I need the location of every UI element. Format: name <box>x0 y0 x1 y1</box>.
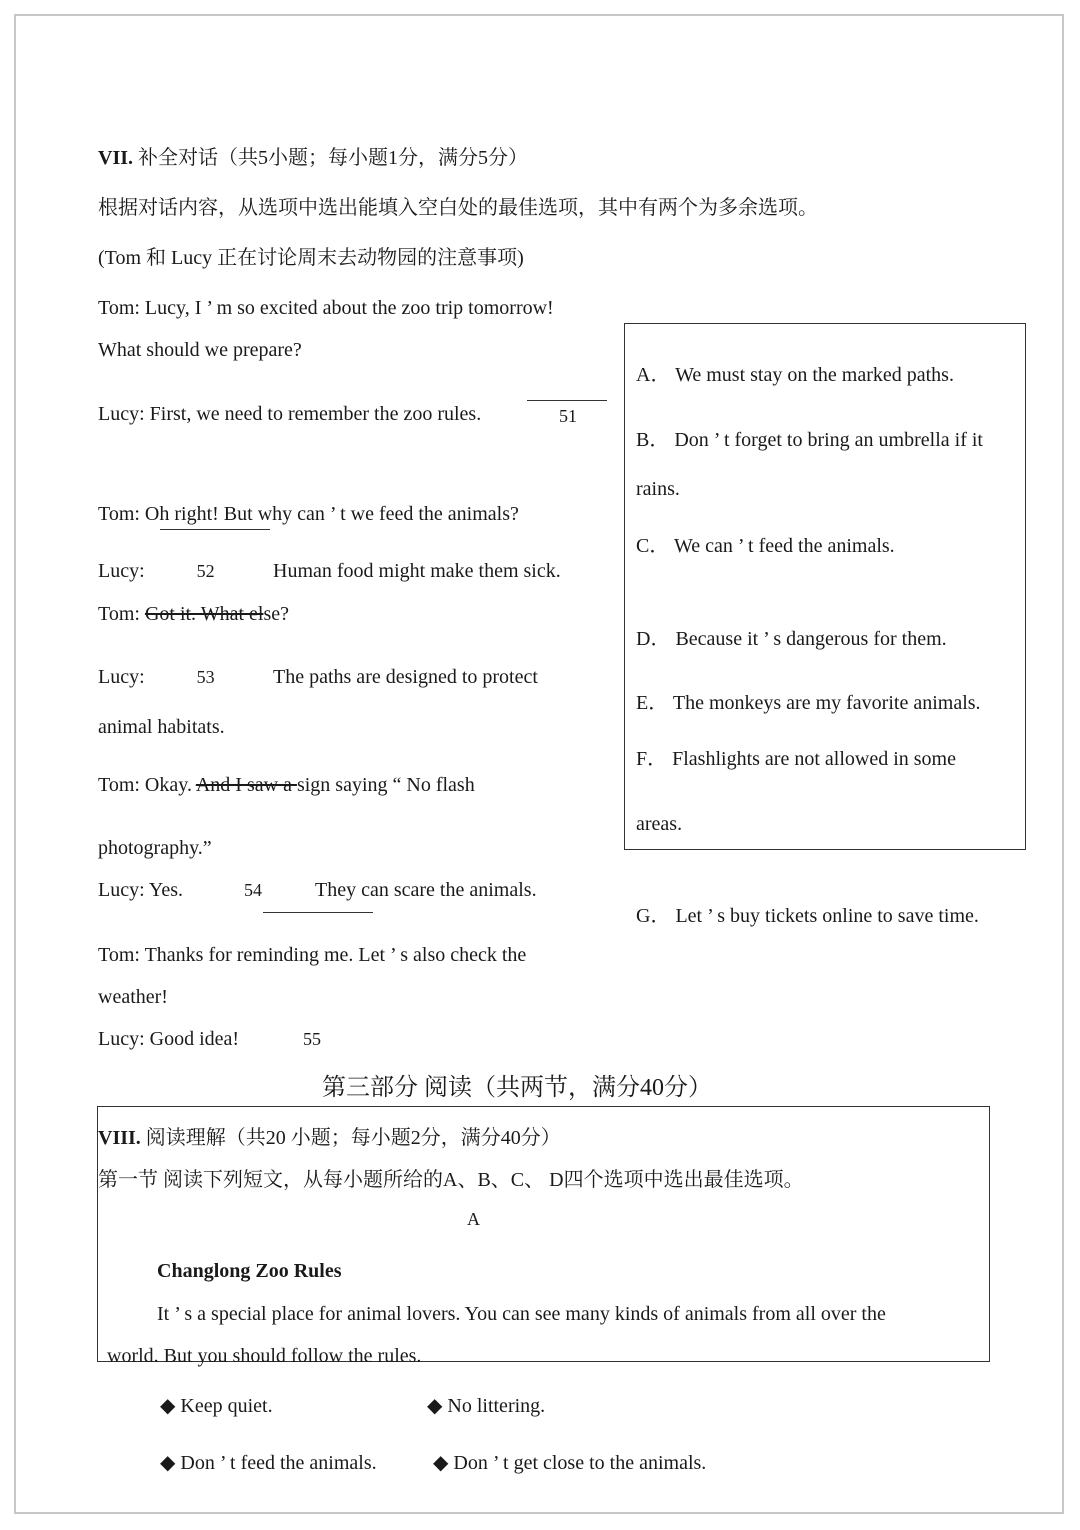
rule-item <box>160 1451 377 1475</box>
blank-55: 55 <box>303 1029 321 1049</box>
dialogue-line: Tom: Oh right! But why can ’ t we feed the animals? <box>98 503 519 525</box>
rule-text: Don ’ t feed the animals. <box>180 1452 377 1474</box>
line-text: Lucy: Good idea! <box>98 1028 240 1050</box>
rule-item <box>433 1451 706 1475</box>
speaker: Lucy: <box>98 560 145 582</box>
line-text: Human food might make them sick. <box>273 560 561 582</box>
diamond-bullet-icon: ◆ <box>433 1452 449 1474</box>
blank-line <box>160 529 270 530</box>
part3-title: 第三部分 阅读（共两节，满分40分） <box>322 1075 712 1101</box>
blank-line <box>527 400 607 401</box>
section-number: VIII. <box>98 1127 141 1149</box>
dialogue-line: Tom: Lucy, I ’ m so excited about the zoo trip tomorrow! <box>98 297 554 319</box>
blank-52: 52 <box>196 561 215 581</box>
speaker: Tom: Okay. <box>98 774 196 796</box>
section-title: 补全对话（共5小题；每小题1分，满分5分） <box>138 147 529 169</box>
blank-54: 54 <box>244 880 262 900</box>
instruction: 根据对话内容，从选项中选出能填入空白处的最佳选项，其中有两个为多余选项。 <box>98 197 818 219</box>
section7-heading <box>98 146 528 170</box>
diamond-bullet-icon: ◆ <box>160 1452 176 1474</box>
option-e: E． The monkeys are my favorite animals. <box>636 692 981 714</box>
dialogue-line: photography.” <box>98 837 212 859</box>
dialogue-line: What should we prepare? <box>98 339 302 361</box>
blank-line <box>263 912 373 913</box>
dialogue-line <box>98 773 475 797</box>
section-number: VII. <box>98 147 134 169</box>
passage-label: A <box>467 1209 480 1229</box>
dialogue-line <box>98 559 561 583</box>
option-c: C． We can ’ t feed the animals. <box>636 535 895 557</box>
rule-item <box>427 1394 545 1418</box>
line-text: se? <box>263 603 289 625</box>
dialogue-line <box>98 665 538 689</box>
blank-53: 53 <box>196 667 215 687</box>
passage-title: Changlong Zoo Rules <box>157 1260 342 1282</box>
line-text: sign saying “ No flash <box>296 774 475 796</box>
context: (Tom 和 Lucy 正在讨论周末去动物园的注意事项) <box>98 247 524 269</box>
dialogue-line: Tom: Thanks for reminding me. Let ’ s also check the <box>98 944 527 966</box>
option-f-cont: areas. <box>636 813 683 835</box>
rule-text: Don ’ t get close to the animals. <box>453 1452 707 1474</box>
passage-text: world. But you should follow the rules. <box>107 1345 422 1367</box>
section-title: 阅读理解（共20 小题；每小题2分，满分40分） <box>145 1127 561 1149</box>
blank-51: 51 <box>559 406 577 426</box>
dialogue-line <box>98 602 289 626</box>
option-g: G． Let ’ s buy tickets online to save time. <box>636 905 979 927</box>
rule-text: Keep quiet. <box>180 1395 273 1417</box>
rule-text: No littering. <box>447 1395 546 1417</box>
section8-subtitle: 第一节 阅读下列短文，从每小题所给的A、B、C、 D四个选项中选出最佳选项。 <box>98 1169 804 1191</box>
line-text: The paths are designed to protect <box>273 666 538 688</box>
section8-heading <box>98 1126 561 1150</box>
rule-item <box>160 1394 273 1418</box>
passage-text: It ’ s a special place for animal lovers. You can see many kinds of animals from all over the <box>157 1303 886 1325</box>
speaker: Lucy: <box>98 666 145 688</box>
dialogue-line: animal habitats. <box>98 716 225 738</box>
option-b-cont: rains. <box>636 478 680 500</box>
option-f: F． Flashlights are not allowed in some <box>636 748 956 770</box>
dialogue-line: Lucy: First, we need to remember the zoo rules. <box>98 403 482 425</box>
diamond-bullet-icon: ◆ <box>427 1395 443 1417</box>
line-text: They can scare the animals. <box>315 879 537 901</box>
diamond-bullet-icon: ◆ <box>160 1395 176 1417</box>
dialogue-line: weather! <box>98 986 168 1008</box>
option-a: A． We must stay on the marked paths. <box>636 364 954 386</box>
option-b: B． Don ’ t forget to bring an umbrella if it <box>636 429 983 451</box>
dialogue-line <box>98 1027 321 1051</box>
struck-text: And I saw a <box>195 774 297 796</box>
dialogue-line <box>98 878 537 902</box>
struck-text: Got it. What el <box>144 603 264 625</box>
option-d: D． Because it ’ s dangerous for them. <box>636 628 947 650</box>
speaker: Lucy: Yes. <box>98 879 184 901</box>
speaker: Tom: <box>98 603 145 625</box>
